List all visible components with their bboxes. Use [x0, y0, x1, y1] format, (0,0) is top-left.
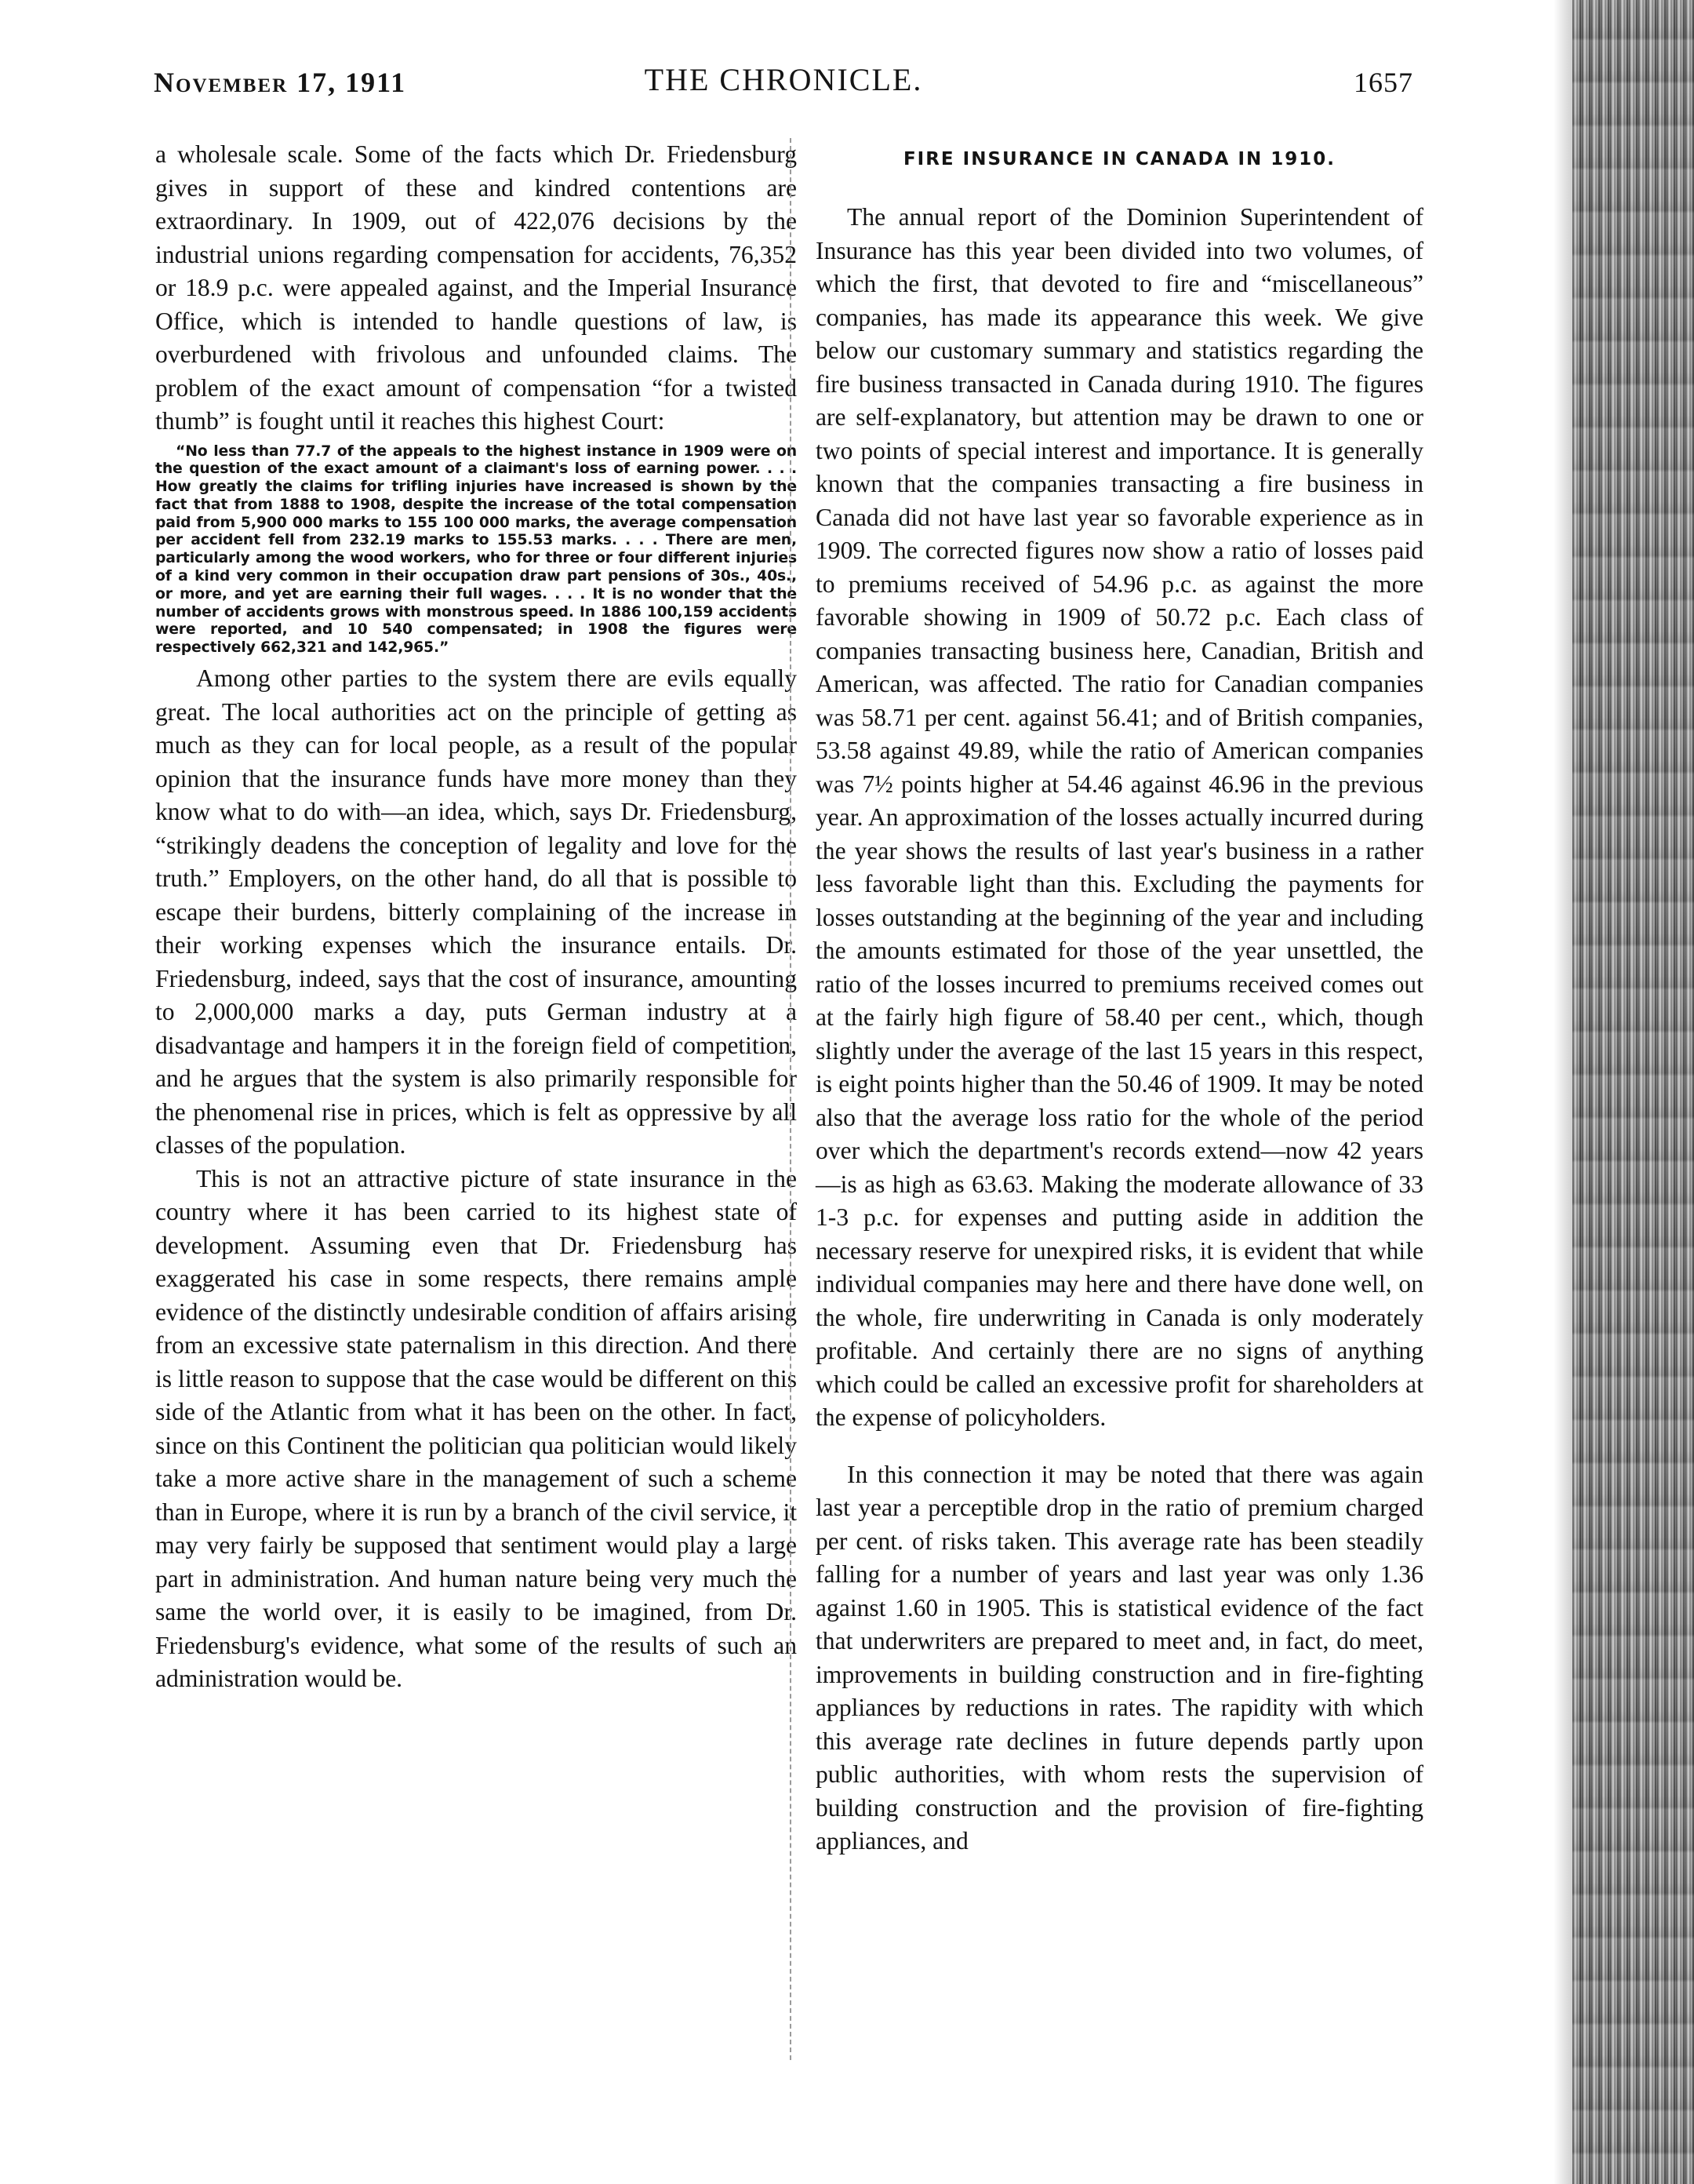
quote-text: “No less than 77.7 of the appeals to the highest instance in 1909 were on the question of the exact amount of a claimant's loss of earning power. . . . How greatly the claims for trifling injuries have increased is shown by the fact that from 1888 to 1908, despite the increase of the total compensation paid from 5,900 000 marks to 155 100 000 marks, the average compensation per accident fell from 232.19 marks to 155.53 marks. . . . There are men, particularly among the wood workers, who for three or four different injuries of a kind very common in their occupation draw part pensions of 30s., 40s., or more, and yet are earning their full wages. . . . It is no wonder that the number of accidents grows with monstrous speed. In 1886 100,159 accidents were reported, and 10 540 compensated; in 1908 the figures were respectively 662,321 and 142,965.”: [155, 442, 797, 657]
left-paragraph-3: This is not an attractive picture of state insurance in the country where it has been carried to its highest state of development. Assuming even that Dr. Friedensburg has exaggerated his case in some respects, there remains ample evidence of the distinctly undesirable condition of affairs arising from an excessive state paternalism in this direction. And there is little reason to suppose that the case would be different on this side of the Atlantic from what it has been on the other. In fact, since on this Continent the politician qua politician would likely take a more active share in the management of such a scheme than in Europe, where it is run by a branch of the civil service, it may very fairly be supposed that sentiment would play a large part in administration. And human nature being very much the same the world over, it is easily to be imagined, from Dr. Friedensburg's evidence, what some of the results of such an administration would be.: [155, 1164, 797, 1693]
right-paragraph-1: The annual report of the Dominion Superintendent of Insurance has this year been divided into two volumes, of which the first, that devoted to fire and “miscellaneous” companies, has made its appearance this week. We give below our customary summary and statistics regarding the fire business transacted in Canada during 1910. The figures are self-explanatory, but attention may be drawn to one or two points of special interest and importance. It is generally known that the companies transacting a fire business in Canada did not have last year so favorable experience as in 1909. The corrected figures now show a ratio of losses paid to premiums received of 54.96 p.c. as against the more favorable showing in 1909 of 50.72 p.c. Each class of companies transacting business here, Canadian, British and American, was affected. The ratio for Canadian companies was 58.71 per cent. against 56.41; and of British companies, 53.58 against 49.89, while the ratio of American companies was 7½ points higher at 54.46 against 46.96 in the previous year. An approximation of the losses actually incurred during the year shows the results of last year's business in a rather less favorable light than this. Excluding the payments for losses outstanding at the beginning of the year and including the amounts estimated for those of the year unsettled, the ratio of the losses incurred to premiums received comes out at the fairly high figure of 58.40 per cent., which, though slightly under the average of the last 15 years in this respect, is eight points higher than the 50.46 of 1909. It may be noted also that the average loss ratio for the whole of the period over which the department's records extend—now 42 years—is as high as 63.63. Making the moderate allowance of 33 1-3 p.c. for expenses and putting aside in addition the necessary reserve for unexpired risks, it is evident that while individual companies may here and there have done well, on the whole, fire underwriting in Canada is only moderately profitable. And certainly there are no signs of anything which could be called an excessive profit for shareholders at the expense of policyholders.: [816, 203, 1423, 1431]
issue-date: November 17, 1911: [154, 67, 407, 98]
scanned-page-edge: [1572, 0, 1694, 2184]
left-column: [155, 138, 797, 1696]
publication-title: THE CHRONICLE.: [644, 62, 923, 97]
block-quote: [155, 443, 797, 658]
left-paragraph-1: a wholesale scale. Some of the facts which Dr. Friedensburg gives in support of these and kindred contentions are extraordinary. In 1909, out of 422,076 decisions by the industrial unions regarding compensation for accidents, 76,352 or 18.9 p.c. were appealed against, and the Imperial Insurance Office, which is intended to handle questions of law, is overburdened with frivolous and unfounded claims. The problem of the exact amount of compensation “for a twisted thumb” is fought until it reaches this highest Court:: [155, 140, 797, 435]
paragraph-gap: [816, 1435, 1423, 1458]
article-heading: FIRE INSURANCE IN CANADA IN 1910.: [903, 149, 1336, 169]
page-number: 1657: [1354, 67, 1413, 98]
right-column: [816, 138, 1423, 1858]
right-paragraph-2: In this connection it may be noted that there was again last year a perceptible drop in the ratio of premium charged per cent. of risks taken. This average rate has been steadily falling for a number of years and last year was only 1.36 against 1.60 in 1905. This is statistical evidence of the fact that underwriters are prepared to meet and, in fact, do meet, improvements in building construction and in fire-fighting appliances by reductions in rates. The rapidity with which this average rate declines in future depends partly upon public authorities, with whom rests the supervision of building construction and the provision of fire-fighting appliances, and: [816, 1460, 1423, 1855]
column-divider: [790, 138, 791, 2060]
left-paragraph-2: Among other parties to the system there are evils equally great. The local authorities act on the principle of getting as much as they can for local people, as a result of the popular opinion that the insurance funds have more money than they know what to do with—an idea, which, says Dr. Friedensburg, “strikingly deadens the conception of legality and love for the truth.” Employers, on the other hand, do all that is possible to escape their burdens, bitterly complaining of the increase in their working expenses which the insurance entails. Dr. Friedensburg, indeed, says that the cost of insurance, amounting to 2,000,000 marks a day, puts German industry at a disadvantage and hampers it in the foreign field of competition, and he argues that the system is also primarily responsible for the phenomenal rise in prices, which is felt as oppressive by all classes of the population.: [155, 664, 797, 1159]
page-header: [154, 61, 1413, 108]
